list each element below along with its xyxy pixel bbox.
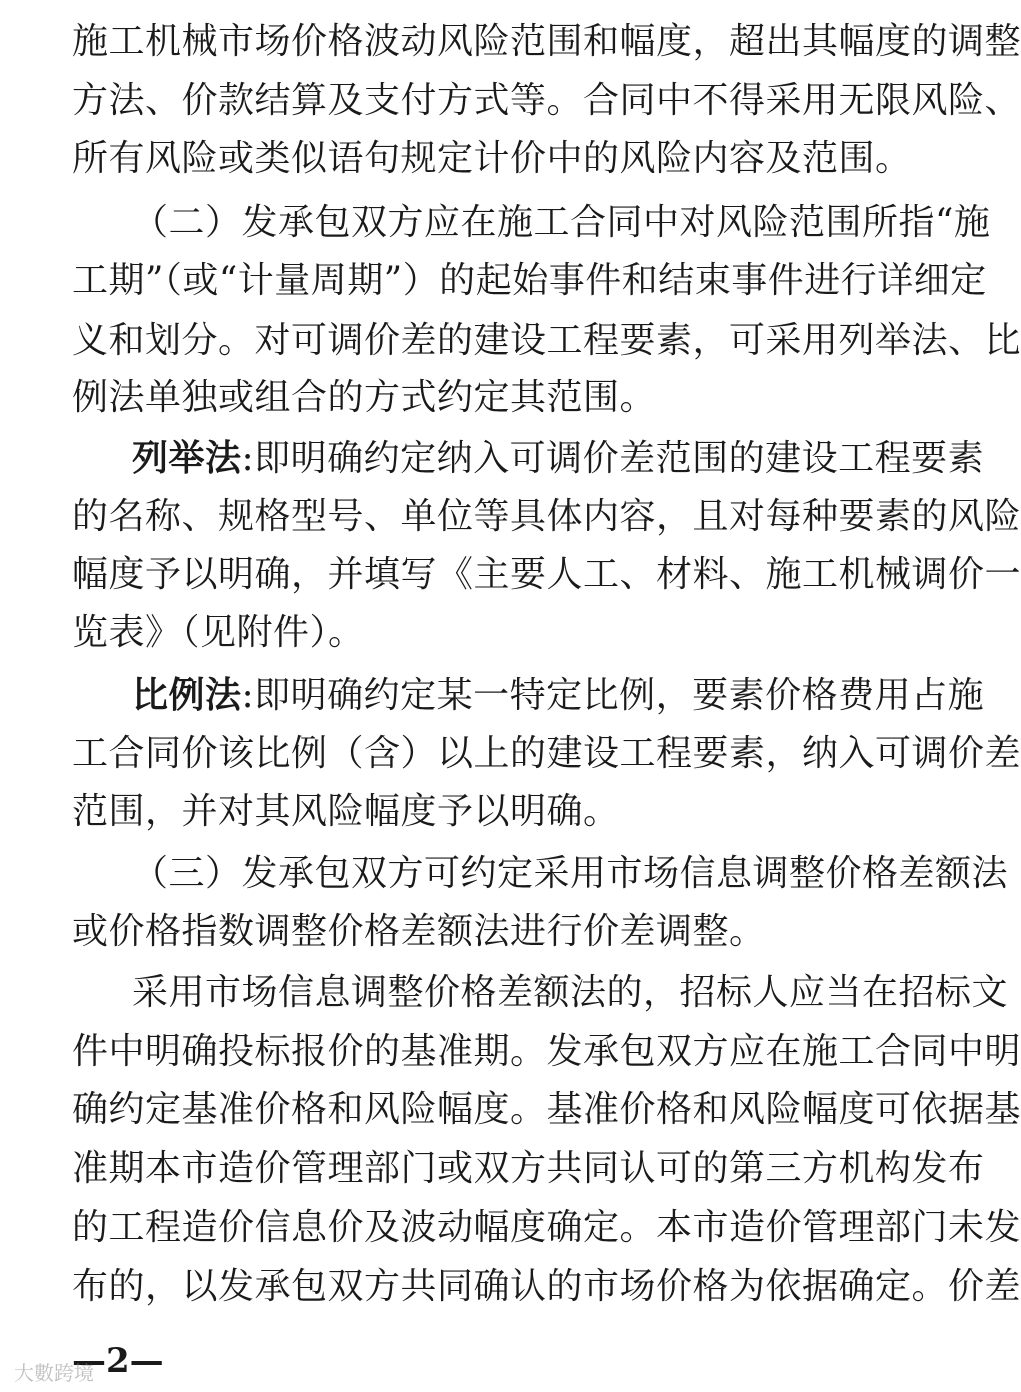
text-line: 列举法:即明确约定纳入可调价差范围的建设工程要素 <box>132 437 985 479</box>
text-line: 布的，以发承包双方共同确认的市场价格为依据确定。价差 <box>72 1266 1021 1307</box>
watermark: 大數跨境 <box>14 1361 94 1385</box>
term-label: 比例法 <box>132 674 242 716</box>
page-number: —2— <box>72 1341 164 1381</box>
text-line: 义和划分。对可调价差的建设工程要素，可采用列举法、比 <box>72 320 1021 361</box>
text-line: 的工程造价信息价及波动幅度确定。本市造价管理部门未发 <box>72 1207 1021 1248</box>
text-line: 施工机械市场价格波动风险范围和幅度，超出其幅度的调整 <box>72 21 1021 62</box>
text-line: 例法单独或组合的方式约定其范围。 <box>72 377 657 418</box>
text-line: 范围，并对其风险幅度予以明确。 <box>72 791 620 832</box>
term-label: 列举法 <box>132 437 242 479</box>
text-line: 方法、价款结算及支付方式等。合同中不得采用无限风险、 <box>72 80 1021 121</box>
text-line: 采用市场信息调整价格差额法的，招标人应当在招标文 <box>132 972 1009 1013</box>
text-line: 件中明确投标报价的基准期。发承包双方应在施工合同中明 <box>72 1031 1021 1072</box>
text-line: （三）发承包双方可约定采用市场信息调整价格差额法 <box>132 853 1009 894</box>
text-line: 比例法:即明确约定某一特定比例，要素价格费用占施 <box>132 674 985 716</box>
text-line: 工期”（或“计量周期”）的起始事件和结束事件进行详细定 <box>72 260 987 301</box>
text-line: 确约定基准价格和风险幅度。基准价格和风险幅度可依据基 <box>72 1089 1021 1130</box>
text-line: 准期本市造价管理部门或双方共同认可的第三方机构发布 <box>72 1148 985 1189</box>
text-line: 览表》（见附件）。 <box>72 612 365 653</box>
text-line: 工合同价该比例（含）以上的建设工程要素，纳入可调价差 <box>72 733 1021 774</box>
text-line: 幅度予以明确，并填写《主要人工、材料、施工机械调价一 <box>72 554 1021 595</box>
text-line: 或价格指数调整价格差额法进行价差调整。 <box>72 911 766 952</box>
text-line: 所有风险或类似语句规定计价中的风险内容及范围。 <box>72 138 912 179</box>
text-line: （二）发承包双方应在施工合同中对风险范围所指“施 <box>132 202 991 243</box>
text-line: 的名称、规格型号、单位等具体内容，且对每种要素的风险 <box>72 496 1021 537</box>
